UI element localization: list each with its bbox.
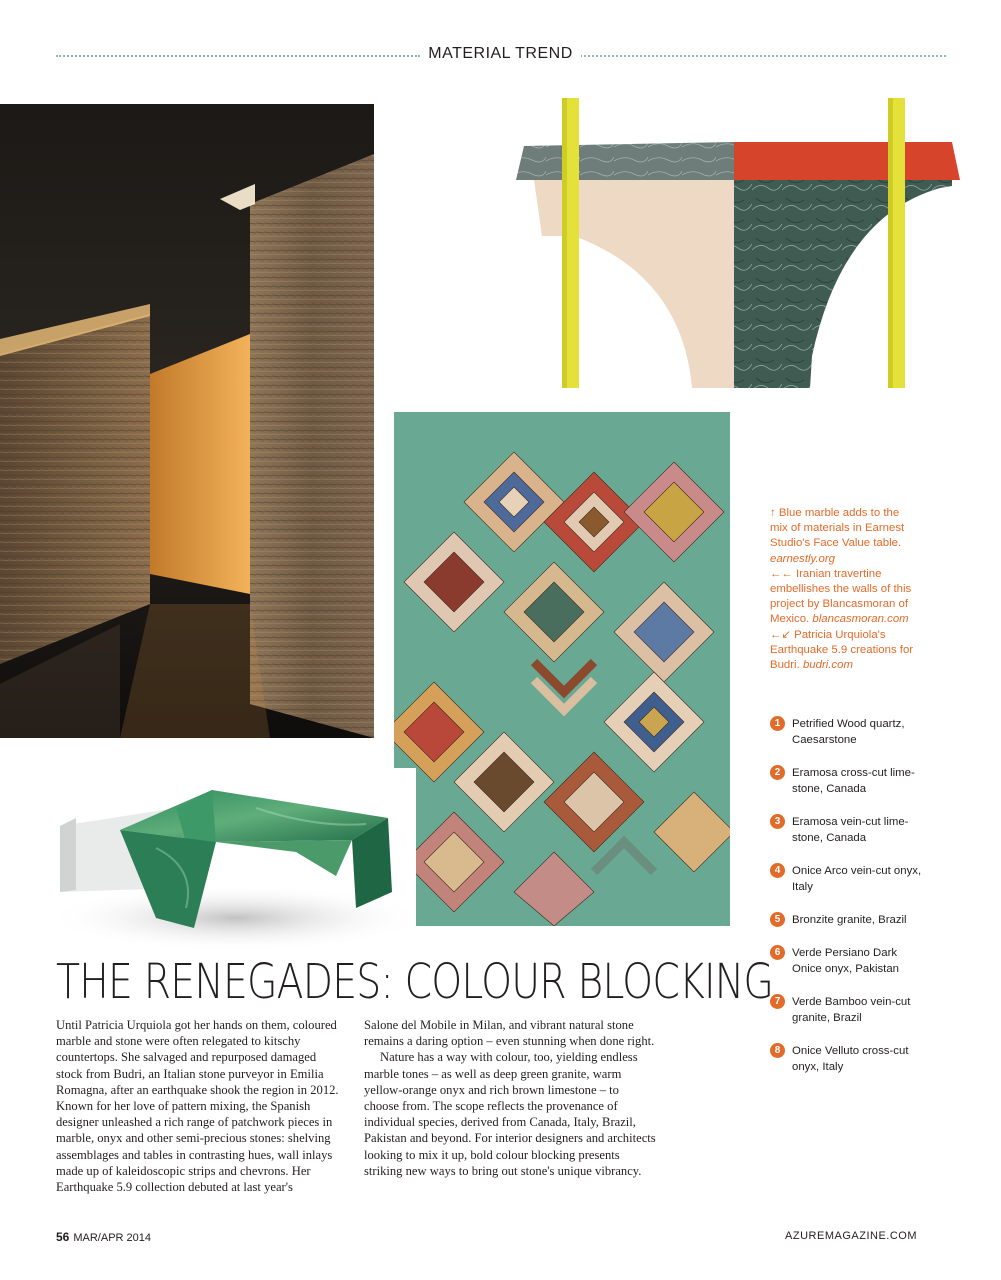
article-column-1	[56, 1017, 340, 1195]
article-paragraph: Nature has a way with colour, too, yielding endless marble tones – as well as deep green granite, warm yellow-orange onyx and rich brown limestone – to choose from. The scope reflects the provenance of individual species, derived from Canada, Italy, Brazil, Pakistan and beyond. For interior designers and architects looking to mix it up, bold colour blocking presents striking new ways to bring out stone's unique vibrancy.	[364, 1050, 656, 1178]
legend-number-badge: 5	[770, 912, 785, 927]
legend-number-badge: 1	[770, 716, 785, 731]
issue-date: MAR/APR 2014	[73, 1232, 152, 1244]
green-marble-coffee-table-photo	[36, 768, 416, 956]
article-paragraph: Salone del Mobile in Milan, and vibrant natural stone remains a daring option – even stunning when done right.	[364, 1018, 655, 1049]
material-legend	[770, 716, 930, 1092]
caption-earthquake: ←↙ Patricia Urquiola's Earthquake 5.9 creations for Budri. budri.com	[770, 628, 914, 672]
legend-item: 1 Petrified Wood quartz, Caesarstone	[770, 716, 930, 748]
legend-item: 3 Eramosa vein-cut lime-stone, Canada	[770, 814, 930, 846]
article-paragraph: Until Patricia Urquiola got her hands on them, coloured marble and stone were often relegated to kitschy countertops. She salvaged and repurposed damaged stock from Budri, an Italian stone purveyor in Emilia Romagna, after an earthquake shook the region in 2012. Known for her love of pattern mixing, the Spanish designer unleashed a rich range of patchwork pieces in marble, onyx and other semi-precious stones: shelving assemblages and tables in contrasting hues, wall inlays made up of kaleidoscopic strips and chevrons. Her Earthquake 5.9 collection debuted at last year's	[56, 1018, 339, 1195]
legend-item: 4 Onice Arco vein-cut onyx, Italy	[770, 863, 930, 895]
legend-number-badge: 6	[770, 945, 785, 960]
travertine-interior-photo	[0, 104, 374, 738]
caption-link-blancasmoran[interactable]: blancasmoran.com	[812, 613, 909, 626]
legend-item: 7 Verde Bamboo vein-cut granite, Brazil	[770, 994, 930, 1026]
legend-item: 5 Bronzite granite, Brazil	[770, 912, 930, 928]
caption-link-earnestly[interactable]: earnestly.org	[770, 552, 836, 565]
footer-site[interactable]: AZUREMAGAZINE.COM	[785, 1230, 917, 1242]
earthquake-wall-inlay-photo	[394, 412, 730, 926]
legend-number-badge: 8	[770, 1043, 785, 1058]
face-value-table-photo	[512, 96, 964, 390]
article-column-2	[364, 1017, 656, 1179]
caption-table: ↑ Blue marble adds to the mix of materials in Earnest Studio's Face Value table. earnestly.org	[770, 507, 905, 565]
caption-link-budri[interactable]: budri.com	[802, 659, 853, 672]
page-number: 56	[56, 1230, 70, 1244]
caption-travertine: ←← Iranian travertine embellishes the walls of this project by Blancasmoran of Mexico. blancasmoran.com	[770, 567, 912, 626]
photo-captions	[770, 506, 920, 673]
legend-item: 2 Eramosa cross-cut lime-stone, Canada	[770, 765, 930, 797]
legend-number-badge: 3	[770, 814, 785, 829]
footer-folio	[56, 1230, 151, 1244]
legend-number-badge: 2	[770, 765, 785, 780]
section-title: MATERIAL TREND	[0, 45, 1001, 63]
article-headline: THE RENEGADES: COLOUR BLOCKING	[56, 954, 774, 1010]
legend-item: 8 Onice Velluto cross-cut onyx, Italy	[770, 1043, 930, 1075]
legend-item: 6 Verde Persiano Dark Onice onyx, Pakistan	[770, 945, 930, 977]
legend-number-badge: 4	[770, 863, 785, 878]
legend-number-badge: 7	[770, 994, 785, 1009]
